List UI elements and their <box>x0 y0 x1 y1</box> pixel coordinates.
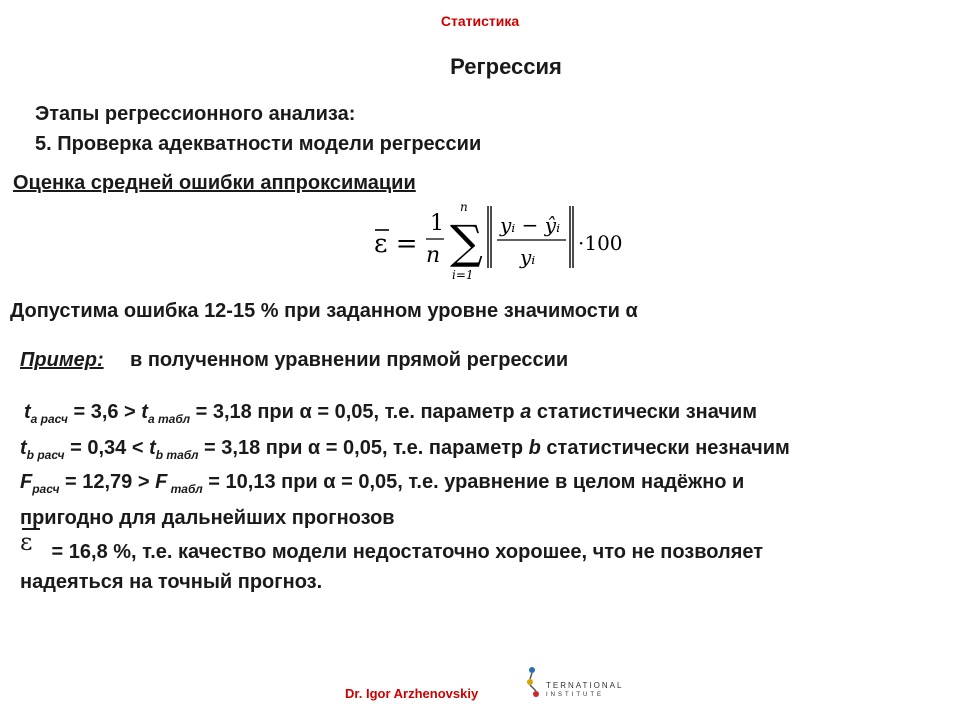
stage-step: 5. Проверка адекватности модели регрессии <box>35 133 482 155</box>
section-heading: Оценка средней ошибки аппроксимации <box>13 172 416 194</box>
calc-line-eps-cont: надеяться на точный прогноз. <box>20 571 323 593</box>
formula-numerator: yᵢ − ŷᵢ <box>500 213 561 237</box>
formula-tail: ·100 <box>578 231 623 255</box>
formula-one: 1 <box>430 211 444 236</box>
calc-line-f: $F_{расч} = 12,79 > F$ $_{табл}$ = 10,13 при α = 0,05, т.е. уравнение в целом надёжно и <box>20 471 745 496</box>
slide-topic: Статистика <box>440 13 520 29</box>
logo-line2: INSTITUTE <box>546 692 604 698</box>
slide-title: Регрессия <box>450 54 562 79</box>
logo-figure-icon <box>527 667 539 697</box>
stages-block <box>35 99 481 159</box>
formula-lhs: ε = <box>374 229 418 259</box>
sum-bottom: i=1 <box>452 268 474 282</box>
footer-author: Dr. Igor Arzhenovskiy <box>345 686 479 701</box>
example-label: Пример: <box>20 349 104 371</box>
formula-n: n <box>426 243 441 268</box>
stages-heading: Этапы регрессионного анализа: <box>35 103 356 125</box>
sum-sign: ∑ <box>450 215 483 269</box>
sum-top: n <box>460 200 468 214</box>
calc-line-eps: ε = 16,8 %, т.е. качество модели недостаточно хорошее, что не позволяет <box>20 534 763 568</box>
eps-symbol: ε <box>20 534 46 568</box>
calc-line-b: $t_{b расч} = 0,34 < t_{b табл} = 3,18$ при α = 0,05, т.е. параметр b статистически незначим <box>20 437 790 462</box>
example-text: в полученном уравнении прямой регрессии <box>130 349 569 371</box>
formula-denominator: yᵢ <box>520 245 536 269</box>
calc-line-f-cont: пригодно для дальнейших прогнозов <box>20 507 395 529</box>
institute-logo <box>522 664 632 704</box>
approximation-error-formula <box>372 196 672 282</box>
logo-line1: TERNATIONAL <box>546 681 624 690</box>
calc-line-a: $t_{a расч} = 3,6 > t_{a табл} = 3,18$ при α = 0,05, т.е. параметр a статистически значим <box>24 401 758 426</box>
tolerance-text: Допустима ошибка 12-15 % при заданном уровне значимости α <box>10 300 638 322</box>
